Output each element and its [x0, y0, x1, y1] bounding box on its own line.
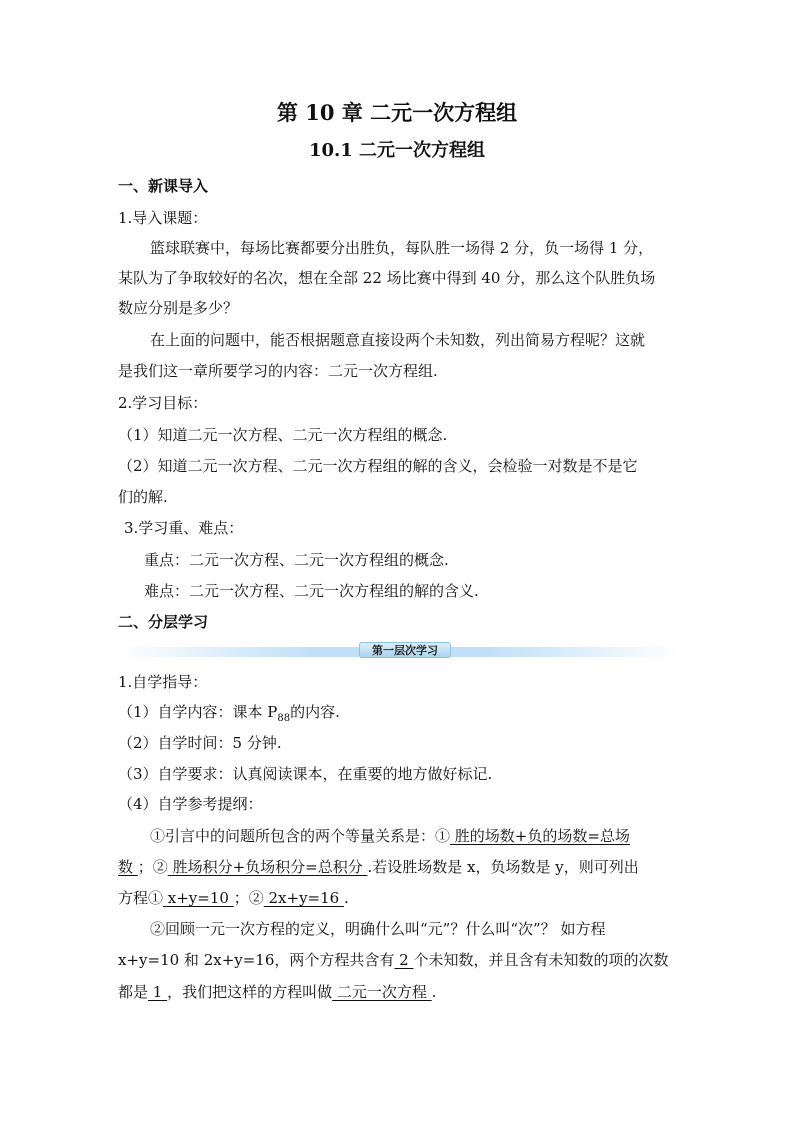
equation-label-2: ；② — [233, 889, 264, 907]
answer-equation-1: x+y=10 — [163, 889, 234, 907]
equation-label-1: 方程① — [118, 889, 164, 907]
guide-item-1-suffix: 的内容. — [290, 703, 340, 721]
intro-paragraph-2-line-2: 是我们这一章所要学习的内容：二元一次方程组. — [118, 362, 438, 380]
question-2-line-3 — [118, 982, 436, 1002]
question-2-text: x+y=10 和 2x+y=16，两个方程共含有 — [118, 951, 395, 969]
intro-paragraph-1-line-1: 篮球联赛中，每场比赛都要分出胜负，每队胜一场得 2 分，负一场得 1 分， — [150, 239, 654, 257]
guide-item-1 — [118, 702, 340, 729]
question-2-line-1: ②回顾一元一次方程的定义，明确什么叫“元”？什么叫“次”？ 如方程 — [150, 920, 606, 938]
guide-item-4: （4）自学参考提纲： — [118, 795, 263, 813]
answer-relation-1-end: 数 — [118, 858, 138, 876]
question-2-cont: 个未知数，并且含有未知数的项的次数 — [413, 951, 669, 969]
guide-label: 1.自学指导： — [118, 673, 208, 691]
banner-label: 第一层次学习 — [359, 642, 451, 658]
goal-1: （1）知道二元一次方程、二元一次方程组的概念. — [118, 426, 448, 444]
intro-label: 1.导入课题： — [118, 209, 208, 227]
answer-equation-2: 2x+y=16 — [263, 889, 344, 907]
keypoints-label: 3.学习重、难点： — [124, 519, 244, 537]
question-1-line-3 — [118, 888, 349, 908]
difficult-point: 难点：二元一次方程、二元一次方程组的解的含义. — [144, 582, 479, 600]
key-point: 重点：二元一次方程、二元一次方程组的概念. — [144, 551, 449, 569]
question-1-text: ①引言中的问题所包含的两个等量关系是：① — [150, 827, 451, 845]
answer-degree: 1 — [148, 983, 168, 1001]
question-2-text-3: ，我们把这样的方程叫做 — [167, 983, 333, 1001]
guide-item-3: （3）自学要求：认真阅读课本，在重要的地方做好标记. — [118, 765, 493, 783]
answer-unknown-count: 2 — [394, 951, 414, 969]
question-1-line-1 — [150, 826, 630, 846]
question-2-text-2: 都是 — [118, 983, 149, 1001]
period: . — [343, 889, 349, 907]
guide-item-1-prefix: （1）自学内容：课本 P — [118, 703, 278, 721]
period-2: . — [431, 983, 437, 1001]
answer-term: 二元一次方程 — [332, 983, 432, 1001]
intro-paragraph-2-line-1: 在上面的问题中，能否根据题意直接设两个未知数，列出简易方程呢？这就 — [150, 331, 646, 349]
question-1-cont: .若设胜场数是 x，负场数是 y，则可列出 — [367, 858, 639, 876]
answer-relation-2: 胜场积分+负场积分=总积分 — [167, 858, 368, 876]
goal-2-line-1: （2）知道二元一次方程、二元一次方程组的解的含义，会检验一对数是不是它 — [118, 457, 638, 475]
page-number: 88 — [277, 713, 291, 724]
question-2-line-2 — [118, 950, 669, 970]
part2-heading: 二、分层学习 — [118, 613, 209, 631]
question-1-line-2 — [118, 857, 639, 877]
level-banner — [118, 642, 680, 658]
answer-relation-1: 胜的场数+负的场数=总场 — [450, 827, 630, 845]
question-1-sep: ；② — [137, 858, 168, 876]
chapter-title: 第 10 章 二元一次方程组 — [276, 100, 518, 125]
intro-paragraph-1-line-2: 某队为了争取较好的名次，想在全部 22 场比赛中得到 40 分，那么这个队胜负场 — [118, 269, 656, 287]
part1-heading: 一、新课导入 — [118, 177, 209, 195]
section-title: 10.1 二元一次方程组 — [308, 140, 486, 161]
goal-2-line-2: 们的解. — [118, 488, 168, 506]
intro-paragraph-1-line-3: 数应分别是多少？ — [118, 299, 239, 317]
goals-label: 2.学习目标： — [118, 394, 208, 412]
guide-item-2: （2）自学时间：5 分钟. — [118, 734, 282, 752]
